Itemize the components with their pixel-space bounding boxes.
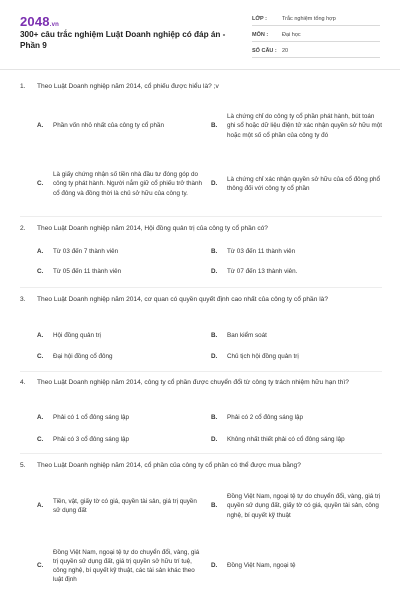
meta-row-subject xyxy=(252,28,380,42)
option-d[interactable] xyxy=(211,162,383,206)
meta-value: 20 xyxy=(282,47,289,54)
option-d[interactable] xyxy=(211,266,383,278)
option-a[interactable] xyxy=(37,412,202,424)
option-letter: A. xyxy=(37,414,44,422)
document-header xyxy=(0,0,400,66)
option-text: Từ 03 đến 11 thành viên xyxy=(227,248,296,256)
option-letter: D. xyxy=(211,180,218,188)
question-number: 4. xyxy=(20,379,26,386)
option-a[interactable] xyxy=(37,104,202,148)
logo-suffix: .vn xyxy=(49,22,60,28)
question-separator xyxy=(20,216,382,217)
option-c[interactable] xyxy=(37,266,202,278)
meta-row-count xyxy=(252,44,380,58)
option-c[interactable] xyxy=(37,351,202,363)
option-letter: A. xyxy=(37,248,44,256)
option-text: Đồng Việt Nam, ngoại tệ tự do chuyển đổi, vàng, giá trị quyền sử dụng đất, giá trị quyền sở hữu trí tuệ, công nghệ, bí quyết kỹ thuật, các tài sản khác theo luật định xyxy=(53,548,200,584)
option-c[interactable] xyxy=(37,544,202,588)
meta-value: Trắc nghiệm tổng hợp xyxy=(282,15,336,22)
option-letter: A. xyxy=(37,502,44,510)
option-d[interactable] xyxy=(211,544,383,588)
question-4 xyxy=(20,378,382,387)
question-body: Theo Luật Doanh nghiệp năm 2014, công ty cổ phần được chuyển đổi từ công ty trách nhiệm hữu hạn thì? xyxy=(37,379,349,386)
question-text xyxy=(20,224,382,233)
option-text: Đồng Việt Nam, ngoại tệ tự do chuyển đổi, vàng, giá trị quyền sử dụng đất, giấy tờ có giá, quyền tài sản, công nghệ, bí quyết kỹ thuật xyxy=(227,493,381,519)
option-text: Chủ tịch hội đồng quản trị xyxy=(227,353,299,361)
option-letter: C. xyxy=(37,268,44,276)
option-letter: D. xyxy=(211,268,218,276)
option-text: Phải có 1 cổ đông sáng lập xyxy=(53,414,129,422)
option-letter: D. xyxy=(211,562,218,570)
question-1 xyxy=(20,82,382,91)
meta-row-class xyxy=(252,12,380,26)
question-text xyxy=(20,82,382,91)
option-letter: A. xyxy=(37,122,44,130)
option-text: Hội đồng quản trị xyxy=(53,332,101,340)
option-d[interactable] xyxy=(211,351,383,363)
question-separator xyxy=(20,453,382,454)
question-number: 1. xyxy=(20,83,26,90)
option-text: Phải có 3 cổ đông sáng lập xyxy=(53,436,129,444)
option-text: Từ 05 đến 11 thành viên xyxy=(53,268,122,276)
option-b[interactable] xyxy=(211,104,383,148)
option-c[interactable] xyxy=(37,434,202,446)
option-text: Là chứng chỉ do công ty cổ phần phát hành, bút toán ghi sổ hoặc dữ liệu điện tử xác nhận quyền sở hữu một hoặc một số cổ phần của công ty đó xyxy=(227,113,383,139)
option-letter: B. xyxy=(211,122,218,130)
option-d[interactable] xyxy=(211,434,383,446)
document-meta xyxy=(252,12,380,58)
option-letter: B. xyxy=(211,332,218,340)
option-b[interactable] xyxy=(211,412,383,424)
option-text: Đại hội đồng cổ đông xyxy=(53,353,113,361)
option-letter: A. xyxy=(37,332,44,340)
option-b[interactable] xyxy=(211,330,383,342)
question-text xyxy=(20,461,382,470)
option-text: Ban kiểm soát xyxy=(227,332,267,340)
question-number: 3. xyxy=(20,296,26,303)
meta-value: Đại học xyxy=(282,31,301,38)
meta-label: MÔN : xyxy=(252,31,269,38)
option-b[interactable] xyxy=(211,484,383,528)
option-text: Phần vốn nhỏ nhất của công ty cổ phần xyxy=(53,122,164,130)
option-text: Tiền, vật, giấy tờ có giá, quyền tài sản, giá trị quyền sử dụng đất xyxy=(53,497,197,514)
option-text: Đồng Việt Nam, ngoại tệ xyxy=(227,562,296,570)
question-number: 2. xyxy=(20,225,26,232)
option-b[interactable] xyxy=(211,246,383,258)
document-title: 300+ câu trắc nghiệm Luật Doanh nghiệp có đáp án - Phần 9 xyxy=(20,30,226,50)
meta-label: SỐ CÂU : xyxy=(252,47,277,54)
question-3 xyxy=(20,295,382,304)
question-separator xyxy=(20,287,382,288)
option-letter: C. xyxy=(37,180,44,188)
option-text: Là chứng chỉ xác nhận quyền sở hữu của cổ đông phổ thông đối với công ty cổ phần xyxy=(227,175,380,192)
question-text xyxy=(20,295,382,304)
option-a[interactable] xyxy=(37,330,202,342)
header-divider xyxy=(0,69,400,70)
option-letter: D. xyxy=(211,353,218,361)
question-separator xyxy=(20,371,382,372)
option-letter: B. xyxy=(211,414,218,422)
question-body: Theo Luật Doanh nghiệp năm 2014, cổ phiếu được hiểu là? ;v xyxy=(37,83,219,90)
meta-label: LỚP : xyxy=(252,15,267,22)
question-body: Theo Luật Doanh nghiệp năm 2014, cơ quan có quyền quyết định cao nhất của công ty cổ phần là? xyxy=(37,296,328,303)
option-letter: B. xyxy=(211,502,218,510)
option-letter: C. xyxy=(37,562,44,570)
option-c[interactable] xyxy=(37,162,202,206)
question-2 xyxy=(20,224,382,233)
option-text: Từ 03 đến 7 thành viên xyxy=(53,248,119,256)
option-letter: D. xyxy=(211,436,218,444)
option-text: Từ 07 đến 13 thành viên. xyxy=(227,268,298,276)
question-body: Theo Luật Doanh nghiệp năm 2014, cổ phần của công ty cổ phần có thể được mua bằng? xyxy=(37,462,301,469)
option-letter: B. xyxy=(211,248,218,256)
option-text: Không nhất thiết phải có cổ đông sáng lập xyxy=(227,436,345,444)
option-text: Phải có 2 cổ đông sáng lập xyxy=(227,414,303,422)
question-5 xyxy=(20,461,382,470)
question-body: Theo Luật Doanh nghiệp năm 2014, Hội đồng quản trị của công ty cổ phần có? xyxy=(37,225,268,232)
option-a[interactable] xyxy=(37,484,202,528)
site-logo[interactable] xyxy=(20,14,59,29)
question-number: 5. xyxy=(20,462,26,469)
question-text xyxy=(20,378,382,387)
option-letter: C. xyxy=(37,436,44,444)
option-text: Là giấy chứng nhận số tiền nhà đầu tư đóng góp do công ty phát hành. Người nắm giữ cổ phiếu trở thành cổ đông và đồng thời là chủ sở hữu của công ty. xyxy=(53,171,203,197)
option-a[interactable] xyxy=(37,246,202,258)
option-letter: C. xyxy=(37,353,44,361)
logo-main: 2048 xyxy=(20,14,50,29)
